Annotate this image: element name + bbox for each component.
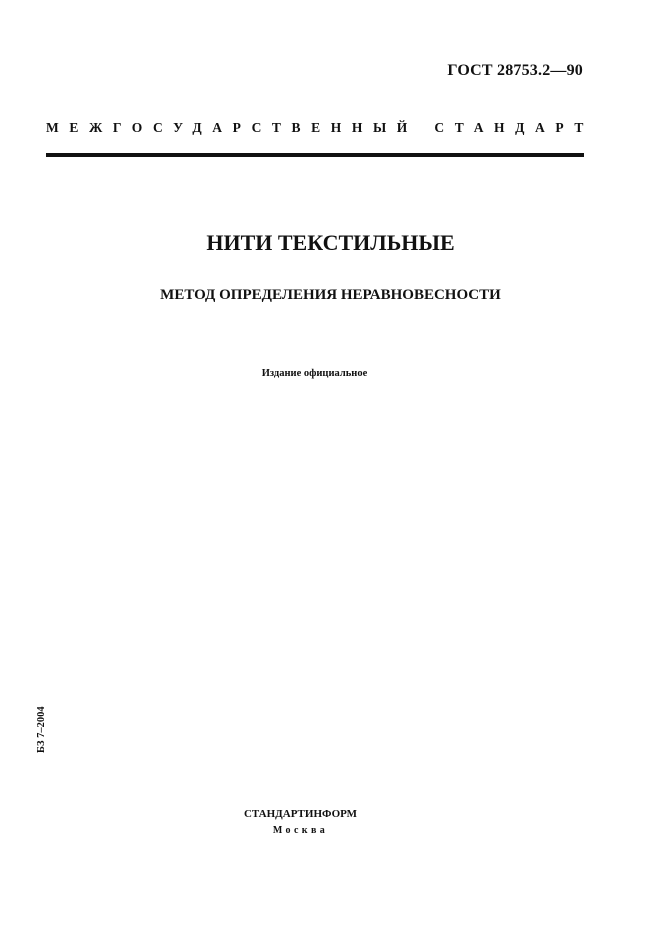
standard-type-word-2: СТАНДАРТ — [434, 120, 594, 135]
document-title: НИТИ ТЕКСТИЛЬНЫЕ — [206, 230, 455, 255]
edition-note: Издание официальное — [261, 368, 368, 379]
publisher-name: СТАНДАРТИНФОРМ — [243, 808, 358, 820]
document-subtitle: МЕТОД ОПРЕДЕЛЕНИЯ НЕРАВНОВЕСНОСТИ — [160, 287, 501, 303]
header-rule — [46, 153, 584, 157]
publisher-city: Москва — [272, 825, 329, 836]
gost-number: ГОСТ 28753.2—90 — [447, 62, 583, 79]
standard-type-word-1: МЕЖГОСУДАРСТВЕННЫЙ — [46, 120, 418, 135]
side-code: БЗ 7–2004 — [36, 706, 47, 753]
standard-type-heading — [46, 120, 594, 136]
